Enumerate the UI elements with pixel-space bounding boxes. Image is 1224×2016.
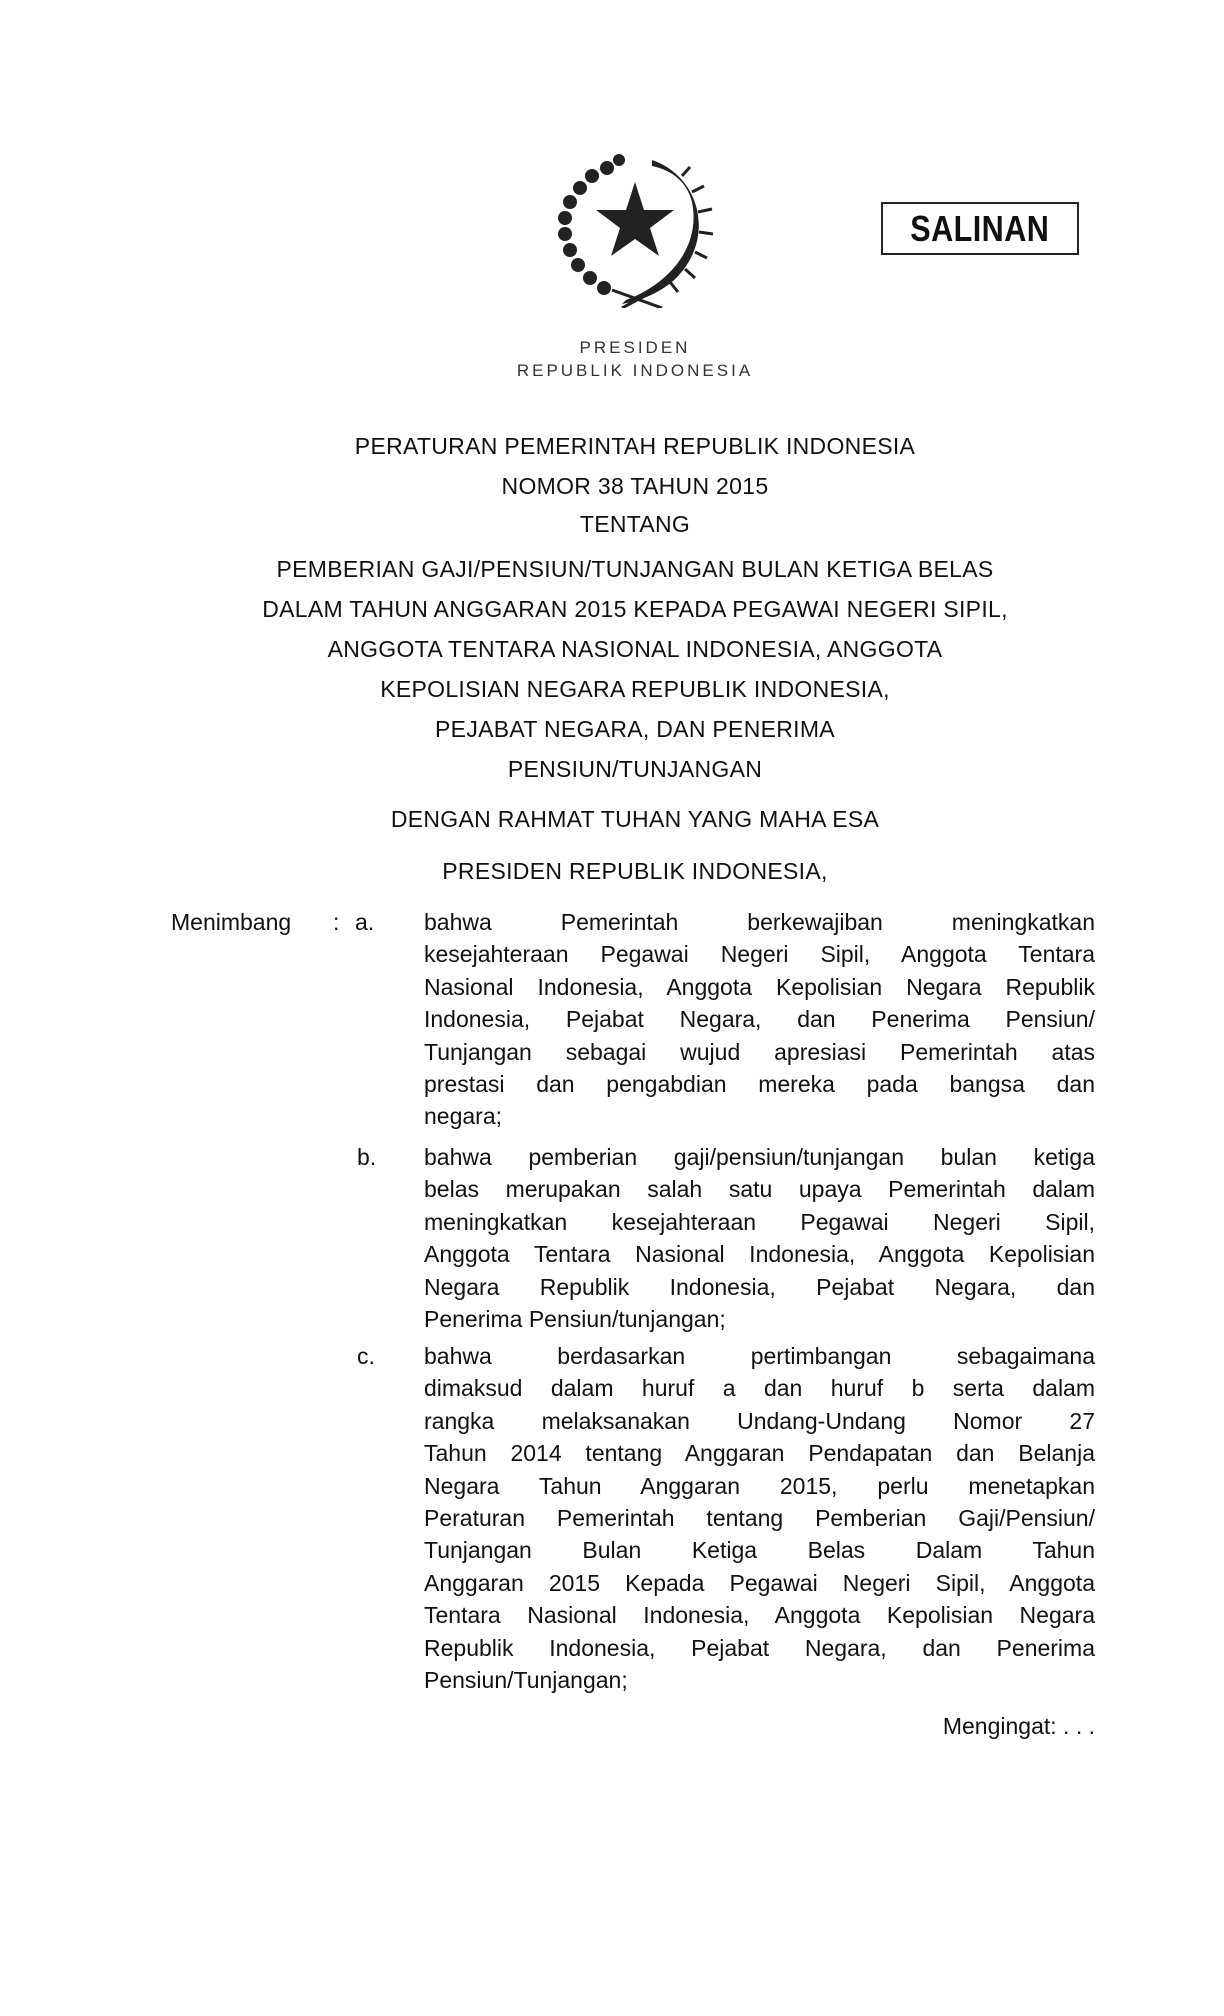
salinan-stamp bbox=[881, 202, 1079, 255]
regulation-tentang: TENTANG bbox=[579, 511, 691, 537]
consideration-line: Anggaran 2015 Kepada Pegawai Negeri Sipil, Anggota bbox=[424, 1569, 1095, 1596]
consideration-line: belas merupakan salah satu upaya Pemerintah dalam bbox=[424, 1176, 1095, 1203]
garuda-star-emblem-icon bbox=[552, 152, 718, 308]
consideration-line: Tunjangan sebagai wujud apresiasi Pemerintah atas bbox=[424, 1038, 1095, 1065]
subject-line: PENSIUN/TUNJANGAN bbox=[507, 756, 763, 782]
consideration-line: Pensiun/Tunjangan; bbox=[424, 1667, 628, 1693]
consideration-line: bahwa Pemerintah berkewajiban meningkatkan bbox=[424, 909, 1095, 935]
letterhead-president: PRESIDEN bbox=[579, 338, 691, 357]
consideration-line: Indonesia, Pejabat Negara, dan Penerima Pensiun/ bbox=[424, 1006, 1095, 1033]
subject-line: PEMBERIAN GAJI/PENSIUN/TUNJANGAN BULAN KETIGA BELAS bbox=[276, 556, 994, 582]
consideration-line: Nasional Indonesia, Anggota Kepolisian Negara Republik bbox=[424, 973, 1095, 1000]
stamp-text: SALINAN bbox=[910, 207, 1050, 249]
letterhead-republic: REPUBLIK INDONESIA bbox=[516, 361, 754, 380]
consideration-line: Negara Tahun Anggaran 2015, perlu menetapkan bbox=[424, 1472, 1095, 1499]
item-marker: a. bbox=[355, 909, 375, 935]
item-marker: c. bbox=[357, 1343, 375, 1369]
consideration-line: bahwa berdasarkan pertimbangan sebagaimana bbox=[424, 1343, 1095, 1369]
consideration-line: Penerima Pensiun/tunjangan; bbox=[424, 1306, 726, 1332]
continuation-catchword: Mengingat: . . . bbox=[942, 1713, 1095, 1739]
menimbang-label: Menimbang bbox=[171, 909, 292, 935]
consideration-line: kesejahteraan Pegawai Negeri Sipil, Anggota Tentara bbox=[424, 941, 1095, 968]
consideration-line: Republik Indonesia, Pejabat Negara, dan Penerima bbox=[424, 1634, 1095, 1661]
regulation-title: PERATURAN PEMERINTAH REPUBLIK INDONESIA bbox=[354, 433, 916, 459]
consideration-line: Anggota Tentara Nasional Indonesia, Anggota Kepolisian bbox=[424, 1241, 1095, 1268]
consideration-line: Peraturan Pemerintah tentang Pemberian Gaji/Pensiun/ bbox=[424, 1505, 1095, 1531]
consideration-line: Negara Republik Indonesia, Pejabat Negara, dan bbox=[424, 1273, 1095, 1300]
consideration-line: meningkatkan kesejahteraan Pegawai Negeri Sipil, bbox=[424, 1208, 1095, 1235]
authority: PRESIDEN REPUBLIK INDONESIA, bbox=[442, 858, 828, 884]
invocation: DENGAN RAHMAT TUHAN YANG MAHA ESA bbox=[390, 806, 880, 832]
consideration-line: prestasi dan pengabdian mereka pada bangsa dan bbox=[424, 1071, 1095, 1097]
menimbang-colon: : bbox=[333, 909, 340, 935]
subject-line: DALAM TAHUN ANGGARAN 2015 KEPADA PEGAWAI NEGERI SIPIL, bbox=[262, 596, 1008, 622]
subject-line: PEJABAT NEGARA, DAN PENERIMA bbox=[435, 716, 835, 742]
regulation-number: NOMOR 38 TAHUN 2015 bbox=[501, 473, 769, 499]
subject-line: KEPOLISIAN NEGARA REPUBLIK INDONESIA, bbox=[380, 676, 890, 702]
consideration-line: dimaksud dalam huruf a dan huruf b serta dalam bbox=[424, 1375, 1095, 1402]
consideration-line: bahwa pemberian gaji/pensiun/tunjangan bulan ketiga bbox=[424, 1144, 1095, 1170]
consideration-line: rangka melaksanakan Undang-Undang Nomor 27 bbox=[424, 1407, 1095, 1434]
consideration-line: Tentara Nasional Indonesia, Anggota Kepolisian Negara bbox=[424, 1602, 1095, 1629]
subject-line: ANGGOTA TENTARA NASIONAL INDONESIA, ANGGOTA bbox=[327, 636, 943, 662]
consideration-line: Tunjangan Bulan Ketiga Belas Dalam Tahun bbox=[424, 1537, 1095, 1564]
consideration-line: negara; bbox=[424, 1103, 503, 1130]
item-marker: b. bbox=[357, 1144, 377, 1170]
consideration-line: Tahun 2014 tentang Anggaran Pendapatan dan Belanja bbox=[424, 1440, 1095, 1467]
